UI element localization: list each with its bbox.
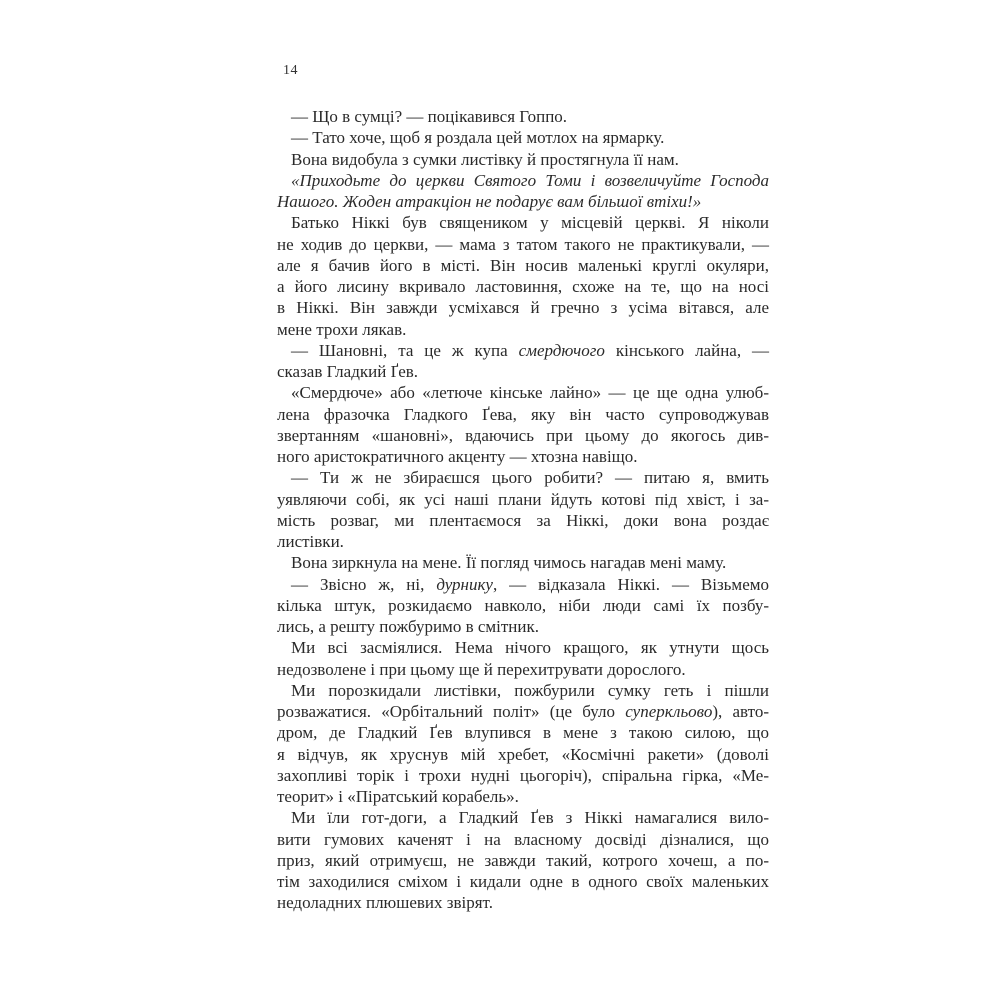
text-segment: лись, а решту пожбуримо в смітник.: [277, 617, 540, 636]
paragraph: [277, 106, 769, 127]
text-segment: лена фразочка Гладкого Ґева, яку він часто супроводжував: [277, 404, 769, 424]
text-segment: недозволене і при цьому ще й перехитрувати дорослого.: [277, 659, 686, 679]
text-line: [277, 297, 769, 318]
text-segment: Вона зиркнула на мене. Її погляд чимось нагадав мені маму.: [291, 553, 727, 573]
text-line: [277, 467, 769, 488]
paragraph: [277, 807, 769, 913]
text-line: [277, 127, 769, 148]
text-segment: кінського лайна, —: [604, 340, 769, 360]
paragraph: [277, 170, 769, 213]
text-segment: — Ти ж не збираєшся цього робити? — питаю я, вмить: [291, 468, 769, 488]
text-line: [277, 510, 769, 531]
text-segment: уявляючи собі, як усі наші плани йдуть котові під хвіст, і за-: [277, 489, 769, 509]
text-segment: ), авто-: [712, 702, 769, 721]
text-segment: — Шановні, та це ж купа: [291, 340, 519, 360]
text-segment: тім заходилися сміхом і кидали одне в одного своїх маленьких: [277, 872, 769, 891]
paragraph: [277, 149, 769, 170]
paragraph: [277, 340, 769, 383]
text-line: [277, 595, 769, 616]
text-segment: не ходив до церкви, — мама з татом такого не практикували, —: [277, 234, 769, 254]
text-line: [277, 680, 769, 701]
paragraph: [277, 552, 769, 573]
text-segment: теорит» і «Піратський корабель».: [277, 787, 519, 806]
text-line: [277, 765, 769, 786]
text-line: [277, 106, 769, 127]
italic-text-segment: дурнику: [436, 574, 493, 594]
text-segment: приз, який отримуєш, не завжди такий, котрого хочеш, а по-: [277, 850, 769, 870]
paragraph: [277, 574, 769, 638]
italic-text-segment: суперкльово: [625, 702, 713, 721]
paragraph: [277, 382, 769, 467]
text-line: [277, 616, 769, 637]
page-number: 14: [283, 63, 298, 78]
text-segment: сказав Гладкий Ґев.: [277, 362, 419, 381]
text-segment: Ми їли гот-доги, а Гладкий Ґев з Ніккі намагалися вило-: [291, 808, 769, 828]
text-line: [277, 149, 769, 170]
text-line: [277, 786, 769, 807]
text-segment: Вона видобула з сумки листівку й простягнула її нам.: [291, 149, 679, 169]
text-line: [277, 340, 769, 361]
text-segment: — Тато хоче, щоб я роздала цей мотлох на ярмарку.: [291, 128, 665, 148]
text-segment: захопливі торік і трохи нудні цьогоріч), спіральна гірка, «Ме-: [277, 765, 769, 785]
text-line: [277, 255, 769, 276]
text-line: [277, 871, 769, 892]
text-line: [277, 807, 769, 828]
text-line: [277, 170, 769, 191]
text-segment: звертанням «шановні», вдаючись при цьому до якогось див-: [277, 425, 769, 445]
text-line: [277, 722, 769, 743]
text-segment: а його лисину вкривало ластовиння, схоже на те, що на носі: [277, 277, 769, 296]
text-segment: я відчув, як хруснув мій хребет, «Космічні ракети» (доволі: [277, 744, 769, 764]
text-segment: , — відказала Ніккі. — Візьмемо: [492, 574, 769, 594]
text-segment: «Приходьте до церкви Святого Томи і возвеличуйте Господа: [291, 170, 769, 190]
text-line: [277, 446, 769, 467]
text-segment: листівки.: [277, 532, 344, 551]
text-line: [277, 319, 769, 340]
text-segment: Нашого. Жоден атракціон не подарує вам більшої втіхи!»: [277, 192, 702, 211]
text-line: [277, 659, 769, 680]
text-segment: Ми порозкидали листівки, пожбурили сумку геть і пішли: [291, 680, 769, 700]
text-line: [277, 574, 769, 595]
text-column: [277, 106, 769, 914]
paragraph: [277, 212, 769, 340]
paragraph: [277, 637, 769, 680]
paragraph: [277, 467, 769, 552]
text-segment: але я бачив його в місті. Він носив маленькі круглі окуляри,: [277, 255, 769, 275]
text-line: [277, 361, 769, 382]
text-line: [277, 850, 769, 871]
text-line: [277, 212, 769, 233]
text-line: [277, 531, 769, 552]
text-line: [277, 404, 769, 425]
text-line: [277, 829, 769, 850]
text-line: [277, 191, 769, 212]
text-line: [277, 552, 769, 573]
text-line: [277, 637, 769, 658]
text-segment: в Ніккі. Він завжди усміхався й гречно з усіма вітався, але: [277, 298, 769, 318]
text-line: [277, 701, 769, 722]
text-segment: мене трохи лякав.: [277, 319, 407, 339]
text-segment: ного аристократичного акценту — хтозна навіщо.: [277, 447, 638, 466]
text-line: [277, 425, 769, 446]
text-segment: кілька штук, розкидаємо навколо, ніби люди самі їх позбу-: [277, 595, 769, 615]
text-line: [277, 276, 769, 297]
text-line: [277, 382, 769, 403]
text-line: [277, 489, 769, 510]
text-segment: дром, де Гладкий Ґев влупився в мене з такою силою, що: [277, 723, 769, 743]
paragraph: [277, 680, 769, 808]
italic-text-segment: смердючого: [518, 340, 605, 360]
text-line: [277, 234, 769, 255]
text-line: [277, 892, 769, 913]
text-segment: — Що в сумці? — поцікавився Гоппо.: [291, 107, 568, 126]
text-segment: — Звісно ж, ні,: [291, 574, 437, 594]
text-segment: Ми всі засміялися. Нема нічого кращого, як утнути щось: [291, 638, 769, 658]
text-segment: Батько Ніккі був священиком у місцевій церкві. Я ніколи: [291, 213, 769, 233]
text-segment: розважатися. «Орбітальний політ» (це було: [277, 702, 626, 721]
text-segment: вити гумових каченят і на власному досвіді дізналися, що: [277, 829, 769, 849]
text-segment: мість розваг, ми плентаємося за Ніккі, доки вона роздає: [277, 510, 769, 530]
text-segment: недоладних плюшевих звірят.: [277, 893, 493, 913]
text-line: [277, 744, 769, 765]
text-segment: «Смердюче» або «летюче кінське лайно» — це ще одна улюб-: [291, 383, 769, 403]
paragraph: [277, 127, 769, 148]
